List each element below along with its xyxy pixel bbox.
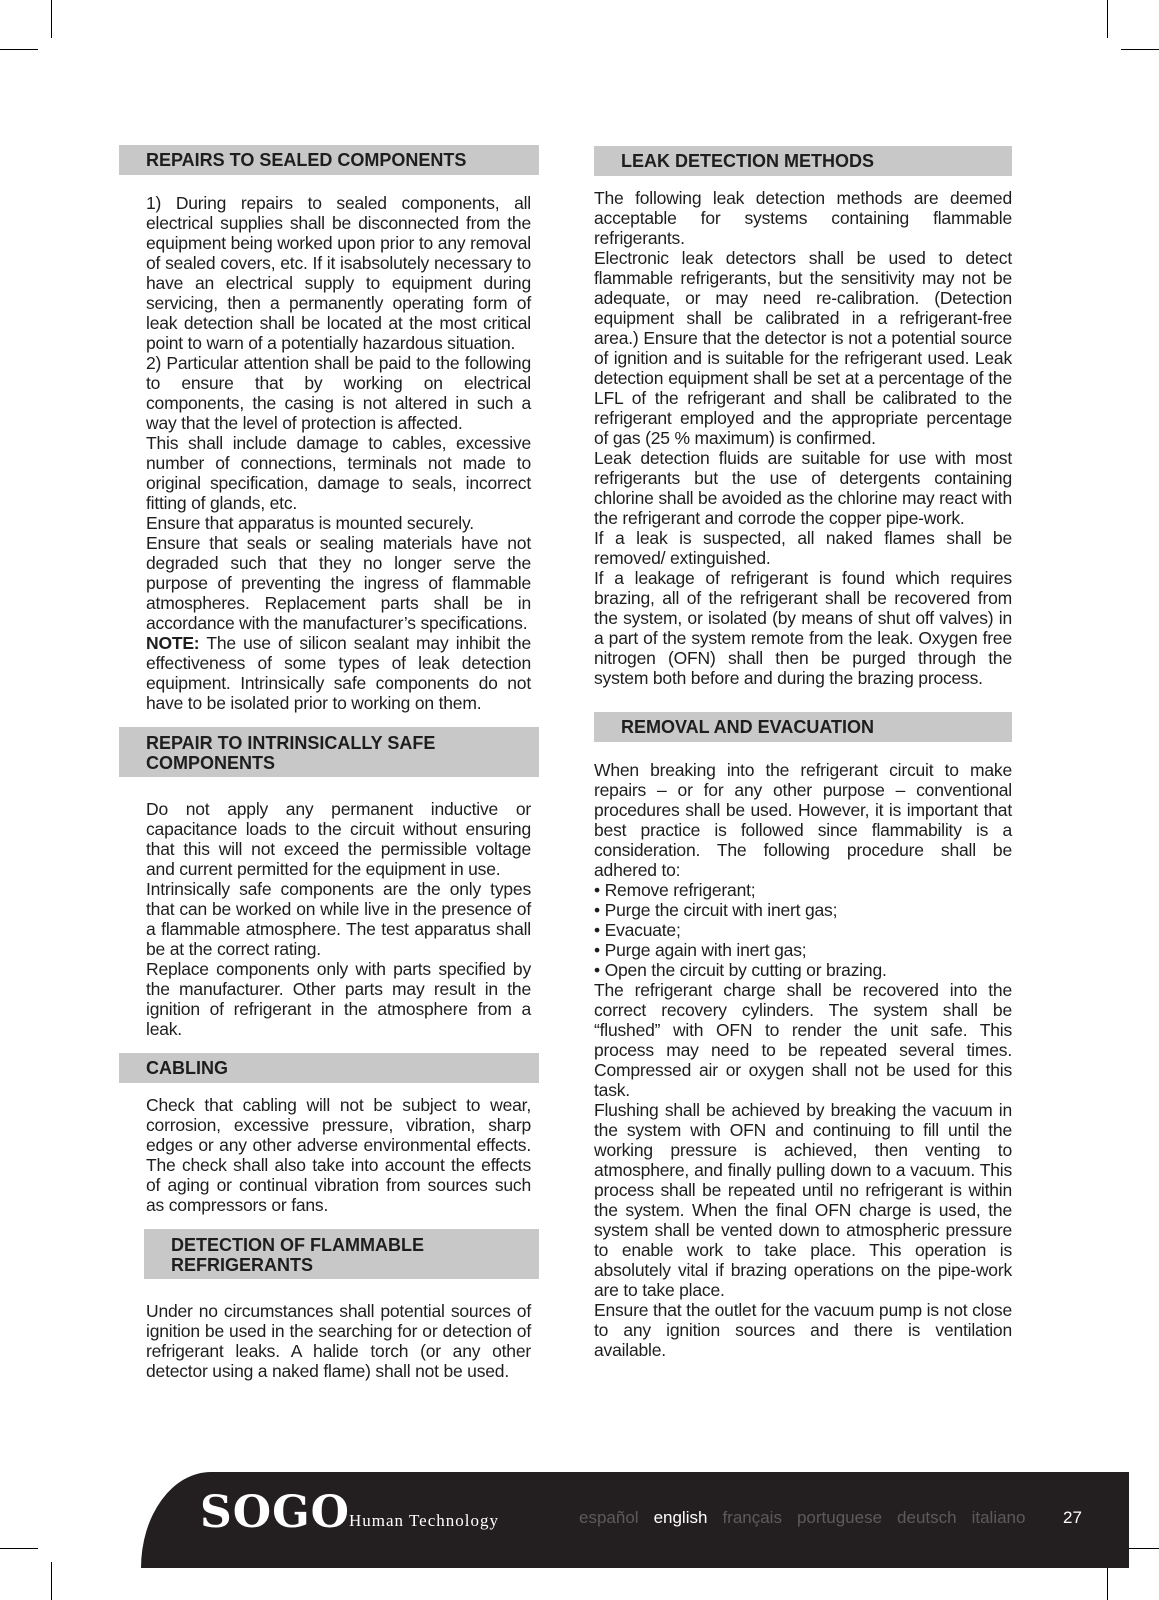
heading-detection: DETECTION OF FLAMMABLE REFRIGERANTS [144,1229,539,1279]
heading-repair-intrinsic: REPAIR TO INTRINSICALLY SAFE COMPONENTS [119,727,539,777]
paragraph: 2) Particular attention shall be paid to the following to ensure that by working on electrical components, the casing is not altered in such a way that the level of protection is affected. [146,353,531,433]
section-removal [594,760,1012,1360]
paragraph: This shall include damage to cables, excessive number of connections, terminals not made to original specification, damage to seals, incorrect fitting of glands, etc. [146,433,531,513]
crop-mark [1107,0,1108,38]
note-label: NOTE: [146,633,200,653]
note-paragraph [146,633,531,713]
paragraph: The refrigerant charge shall be recovered into the correct recovery cylinders. The system shall be “flushed” with OFN to render the unit safe. This process may need to be repeated several times. Compressed air or oxygen shall not be used for this task. [594,980,1012,1100]
page-number: 27 [1063,1508,1082,1527]
lang-francais[interactable]: français [722,1508,782,1527]
section-repairs-sealed [119,193,539,713]
paragraph: When breaking into the refrigerant circuit to make repairs – or for any other purpose – conventional procedures shall be used. However, it is important that best practice is followed since flammability is a consideration. The following procedure shall be adhered to: [594,760,1012,880]
paragraph: Do not apply any permanent inductive or capacitance loads to the circuit without ensuring that this will not exceed the permissible voltage and current permitted for the equipment in use. [146,799,531,879]
right-column [594,146,1012,1374]
list-item: • Evacuate; [594,920,1012,940]
list-item: • Open the circuit by cutting or brazing. [594,960,1012,980]
note-text: The use of silicon sealant may inhibit the effectiveness of some types of leak detection equipment. Intrinsically safe components do not have to be isolated prior to working on them. [146,633,531,713]
crop-mark [0,1548,38,1549]
paragraph: Replace components only with parts specified by the manufacturer. Other parts may result in the ignition of refrigerant in the atmosphere from a leak. [146,959,531,1039]
lang-english[interactable]: english [653,1508,708,1527]
heading-repairs-sealed: REPAIRS TO SEALED COMPONENTS [119,145,539,175]
paragraph: Under no circumstances shall potential sources of ignition be used in the searching for or detection of refrigerant leaks. A halide torch (or any other detector using a naked flame) shall not be used. [146,1301,531,1381]
heading-leak-methods: LEAK DETECTION METHODS [594,146,1012,176]
lang-italiano[interactable]: italiano [971,1508,1026,1527]
section-repair-intrinsic [119,799,539,1039]
section-detection [119,1301,539,1381]
brand-logo: SOGO [200,1487,351,1538]
list-item: • Purge the circuit with inert gas; [594,900,1012,920]
section-leak-methods [594,188,1012,688]
paragraph: Ensure that seals or sealing materials have not degraded such that they no longer serve the purpose of preventing the ingress of flammable atmospheres. Replacement parts shall be in accordance with the manufacturer’s specifications. [146,533,531,633]
lang-deutsch[interactable]: deutsch [897,1508,957,1527]
paragraph: The following leak detection methods are deemed acceptable for systems containing flammable refrigerants. [594,188,1012,248]
crop-mark [1121,49,1159,50]
paragraph: If a leakage of refrigerant is found which requires brazing, all of the refrigerant shall be recovered from the system, or isolated (by means of shut off valves) in a part of the system remote from the leak. Oxygen free nitrogen (OFN) shall then be purged through the system both before and during the brazing process. [594,568,1012,688]
language-list [579,1508,1025,1528]
paragraph: Flushing shall be achieved by breaking the vacuum in the system with OFN and continuing to fill until the working pressure is achieved, then venting to atmosphere, and finally pulling down to a vacuum. This process shall be repeated until no refrigerant is within the system. When the final OFN charge is used, the system shall be vented down to atmospheric pressure to enable work to take place. This operation is absolutely vital if brazing operations on the pipe-work are to take place. [594,1100,1012,1300]
paragraph: If a leak is suspected, all naked flames shall be removed/ extinguished. [594,528,1012,568]
lang-espanol[interactable]: español [579,1508,639,1527]
section-cabling [119,1095,539,1215]
paragraph: Ensure that the outlet for the vacuum pump is not close to any ignition sources and there is ventilation available. [594,1300,1012,1360]
paragraph: Check that cabling will not be subject to wear, corrosion, excessive pressure, vibration, sharp edges or any other adverse environmental effects. The check shall also take into account the effects of aging or continual vibration from sources such as compressors or fans. [146,1095,531,1215]
paragraph: Leak detection fluids are suitable for use with most refrigerants but the use of detergents containing chlorine shall be avoided as the chlorine may react with the refrigerant and corrode the copper pipe-work. [594,448,1012,528]
paragraph: 1) During repairs to sealed components, all electrical supplies shall be disconnected from the equipment being worked upon prior to any removal of sealed covers, etc. If it isabsolutely necessary to have an electrical supply to equipment during servicing, then a permanently operating form of leak detection shall be located at the most critical point to warn of a potentially hazardous situation. [146,193,531,353]
list-item: • Purge again with inert gas; [594,940,1012,960]
crop-mark [51,0,52,38]
left-column [119,145,539,1395]
lang-portuguese[interactable]: portuguese [796,1508,883,1527]
paragraph: Intrinsically safe components are the only types that can be worked on while live in the presence of a flammable atmosphere. The test apparatus shall be at the correct rating. [146,879,531,959]
crop-mark [51,1562,52,1600]
crop-mark [0,49,38,50]
heading-cabling: CABLING [119,1053,539,1083]
list-item: • Remove refrigerant; [594,880,1012,900]
paragraph: Ensure that apparatus is mounted securely. [146,513,474,533]
paragraph: Electronic leak detectors shall be used to detect flammable refrigerants, but the sensitivity may not be adequate, or may need re-calibration. (Detection equipment shall be calibrated in a refrigerant-free area.) Ensure that the detector is not a potential source of ignition and is suitable for the refrigerant used. Leak detection equipment shall be set at a percentage of the LFL of the refrigerant and shall be calibrated to the refrigerant employed and the appropriate percentage of gas (25 % maximum) is confirmed. [594,248,1012,448]
procedure-list [594,880,1012,980]
heading-removal: REMOVAL AND EVACUATION [594,712,1012,742]
brand-tagline: Human Technology [349,1511,499,1530]
